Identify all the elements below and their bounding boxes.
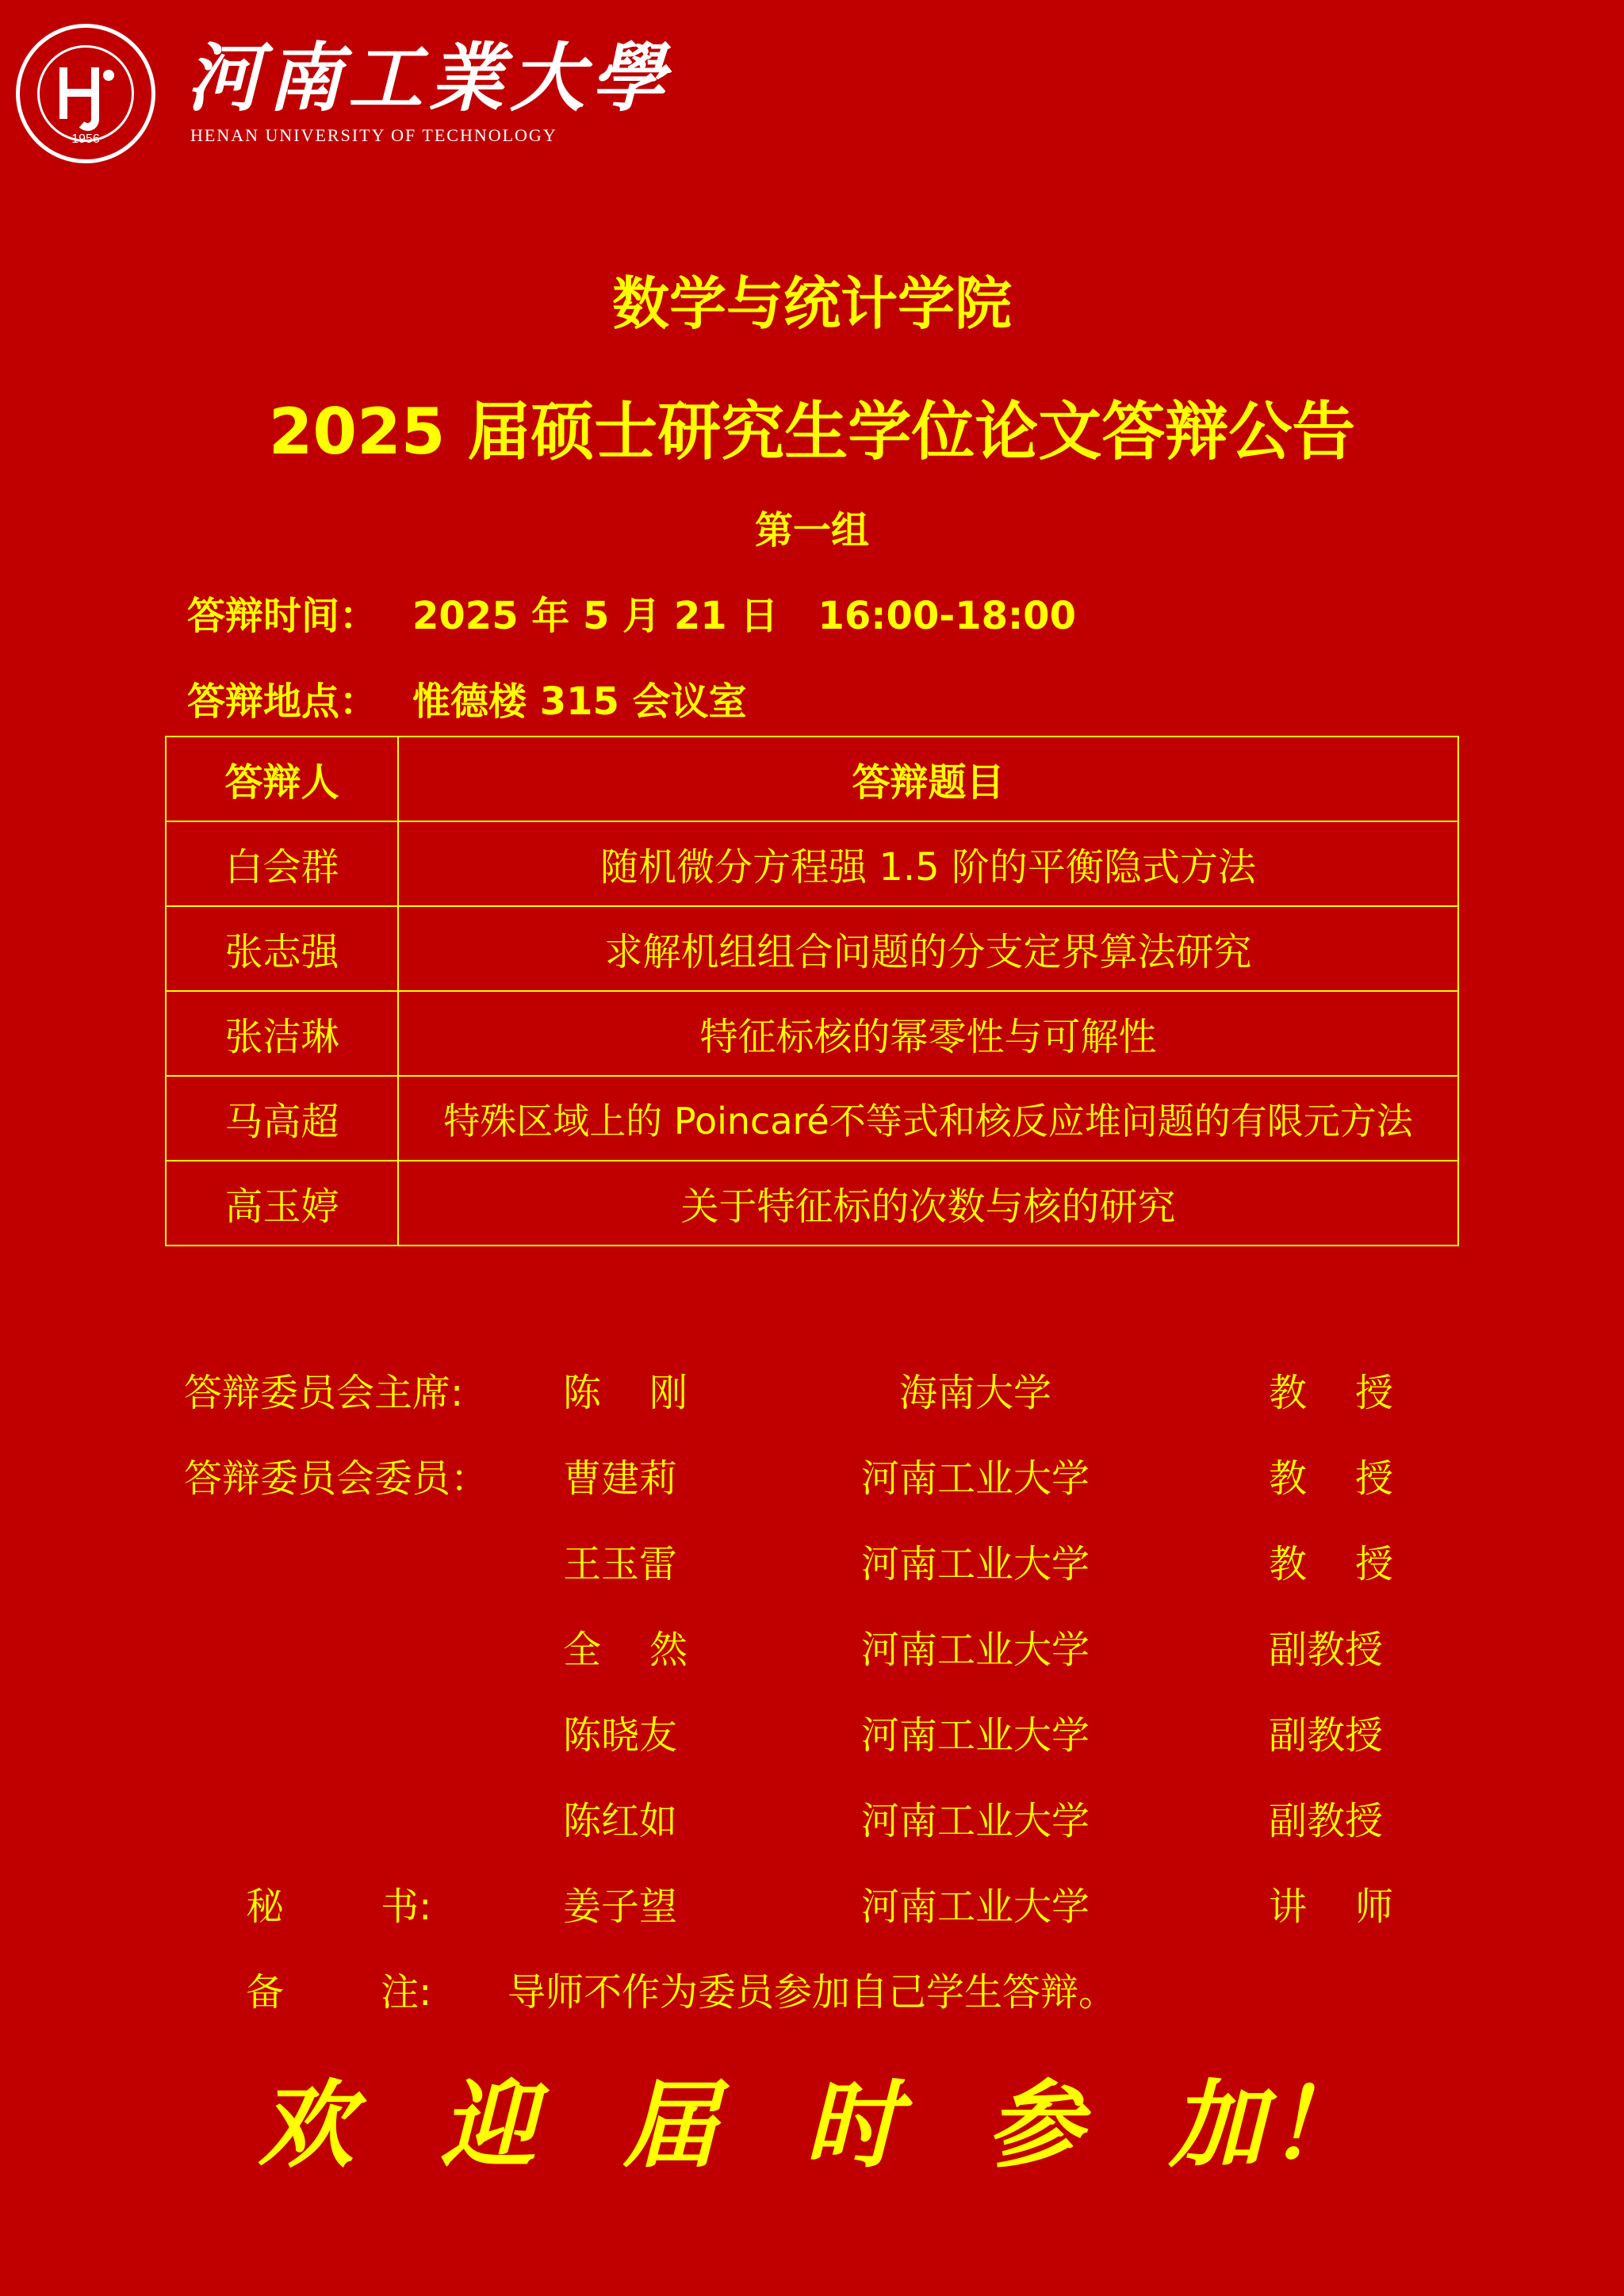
committee-member-name: 姜子望 xyxy=(563,1885,678,1929)
note-label: 备 注: xyxy=(246,1970,432,2015)
table-row xyxy=(166,991,1458,1076)
table-row xyxy=(166,906,1458,991)
seal-emblem-icon xyxy=(20,28,151,159)
committee-member-university: 河南工业大学 xyxy=(860,1713,1090,1758)
committee-member-title: 教 授 xyxy=(1269,1371,1394,1415)
committee-member-title: 教 授 xyxy=(1269,1542,1394,1586)
note-text: 导师不作为委员参加自己学生答辩。 xyxy=(508,1970,1117,2015)
thesis-title: 关于特征标的次数与核的研究 xyxy=(398,1161,1458,1246)
committee-member-name: 全 然 xyxy=(563,1628,688,1672)
committee-member-title: 副教授 xyxy=(1269,1713,1384,1758)
committee-member-name: 曹建莉 xyxy=(563,1456,678,1501)
university-english-name: HENAN UNIVERSITY OF TECHNOLOGY xyxy=(190,125,557,145)
committee-member-name: 陈晓友 xyxy=(563,1713,678,1758)
committee-member-title: 教 授 xyxy=(1269,1456,1394,1501)
committee-member-name: 陈 刚 xyxy=(563,1371,688,1415)
committee-chair-label: 答辩委员会主席: xyxy=(184,1371,464,1415)
candidate-name: 白会群 xyxy=(166,821,398,906)
committee-member-title: 讲 师 xyxy=(1269,1885,1394,1929)
table-header-row xyxy=(166,737,1458,821)
committee-member-university: 河南工业大学 xyxy=(860,1456,1090,1501)
candidate-name: 张洁琳 xyxy=(166,991,398,1076)
candidate-name: 马高超 xyxy=(166,1076,398,1161)
header-candidate: 答辩人 xyxy=(166,737,398,821)
candidate-name: 张志强 xyxy=(166,906,398,991)
defense-time-label: 答辩时间： xyxy=(187,594,378,638)
university-seal-logo xyxy=(16,24,155,163)
candidate-name: 高玉婷 xyxy=(166,1161,398,1246)
committee-members-label: 答辩委员会委员： xyxy=(184,1456,489,1501)
committee-member-title: 副教授 xyxy=(1269,1628,1384,1672)
committee-member-university: 海南大学 xyxy=(898,1371,1051,1415)
thesis-title: 特殊区域上的 Poincaré不等式和核反应堆问题的有限元方法 xyxy=(398,1076,1458,1161)
secretary-label: 秘 书: xyxy=(246,1885,432,1929)
welcome-message: 欢 迎 届 时 参 加！ xyxy=(258,2069,1366,2181)
table-row xyxy=(166,1161,1458,1246)
committee-member-title: 副教授 xyxy=(1269,1799,1384,1843)
university-name-logo: 河南工業大學 xyxy=(186,35,672,122)
committee-member-name: 陈红如 xyxy=(563,1799,678,1843)
committee-member-university: 河南工业大学 xyxy=(860,1885,1090,1929)
committee-member-university: 河南工业大学 xyxy=(860,1799,1090,1843)
defense-time-value: 2025 年 5 月 21 日 16:00-18:00 xyxy=(412,594,1076,638)
seal-year: 1956 xyxy=(71,132,100,146)
committee-member-university: 河南工业大学 xyxy=(860,1628,1090,1672)
group-label: 第一组 xyxy=(754,508,869,553)
faculty-name: 数学与统计学院 xyxy=(611,270,1012,337)
header-thesis-title: 答辩题目 xyxy=(398,737,1458,821)
defense-place-label: 答辩地点： xyxy=(187,679,378,724)
defense-place-value: 惟德楼 315 会议室 xyxy=(412,679,747,724)
page-title: 2025 届硕士研究生学位论文答辩公告 xyxy=(268,395,1356,469)
thesis-title: 随机微分方程强 1.5 阶的平衡隐式方法 xyxy=(398,821,1458,906)
table-row xyxy=(166,821,1458,906)
thesis-title: 求解机组组合问题的分支定界算法研究 xyxy=(398,906,1458,991)
defense-schedule-table xyxy=(165,736,1459,1246)
thesis-title: 特征标核的幂零性与可解性 xyxy=(398,991,1458,1076)
table-row xyxy=(166,1076,1458,1161)
committee-member-name: 王玉雷 xyxy=(563,1542,678,1586)
committee-member-university: 河南工业大学 xyxy=(860,1542,1090,1586)
